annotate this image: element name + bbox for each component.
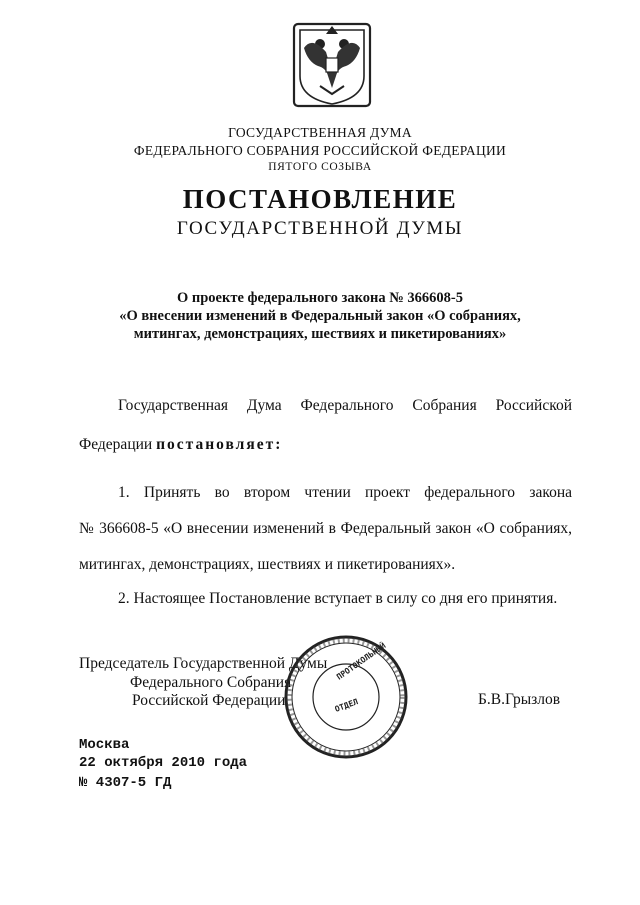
date: 22 октября 2010 года (79, 755, 248, 771)
stamp-text: ПРОТОКОЛЬНЫЙ (334, 641, 388, 682)
item-2-line: 2. Настоящее Постановление вступает в силу со дня его принятия. (118, 590, 558, 607)
subject-line: О проекте федерального закона № 366608-5 (176, 290, 464, 306)
resolves-text: постановляет: (156, 436, 283, 453)
convocation: ПЯТОГО СОЗЫВА (268, 161, 372, 173)
organization-subname: ФЕДЕРАЛЬНОГО СОБРАНИЯ РОССИЙСКОЙ ФЕДЕРАЦИИ (133, 143, 507, 158)
document-title: ПОСТАНОВЛЕНИЕ (182, 184, 458, 214)
intro-text: Федерации (79, 436, 153, 453)
subject-line: митингах, демонстрациях, шествиях и пикетированиях» (133, 326, 507, 342)
signatory-name: Б.В.Грызлов (478, 691, 561, 708)
intro-paragraph-line (79, 436, 282, 454)
item-1-line: митингах, демонстрациях, шествиях и пикетированиях». (79, 556, 456, 573)
item-1-line: № 366608-5 «О внесении изменений в Федеральный закон «О собраниях, (79, 520, 572, 537)
organization-name: ГОСУДАРСТВЕННАЯ ДУМА (228, 125, 412, 140)
place: Москва (79, 737, 130, 753)
signatory-position: Председатель Государственной Думы (79, 655, 328, 672)
document-number: № 4307-5 ГД (79, 775, 172, 791)
item-1-line: 1. Принять во втором чтении проект федерального закона (118, 484, 572, 501)
signatory-position: Федерального Собрания (130, 674, 292, 691)
official-stamp (281, 632, 411, 762)
stamp-dept-text: ОТДЕЛ (333, 697, 360, 714)
document-subtitle: ГОСУДАРСТВЕННОЙ ДУМЫ (176, 218, 464, 239)
intro-paragraph-line: Государственная Дума Федерального Собрания Российской (118, 397, 572, 414)
coat-of-arms-icon (290, 14, 374, 110)
subject-line: «О внесении изменений в Федеральный закон «О собраниях, (119, 308, 521, 324)
signatory-position: Российской Федерации (132, 692, 286, 709)
